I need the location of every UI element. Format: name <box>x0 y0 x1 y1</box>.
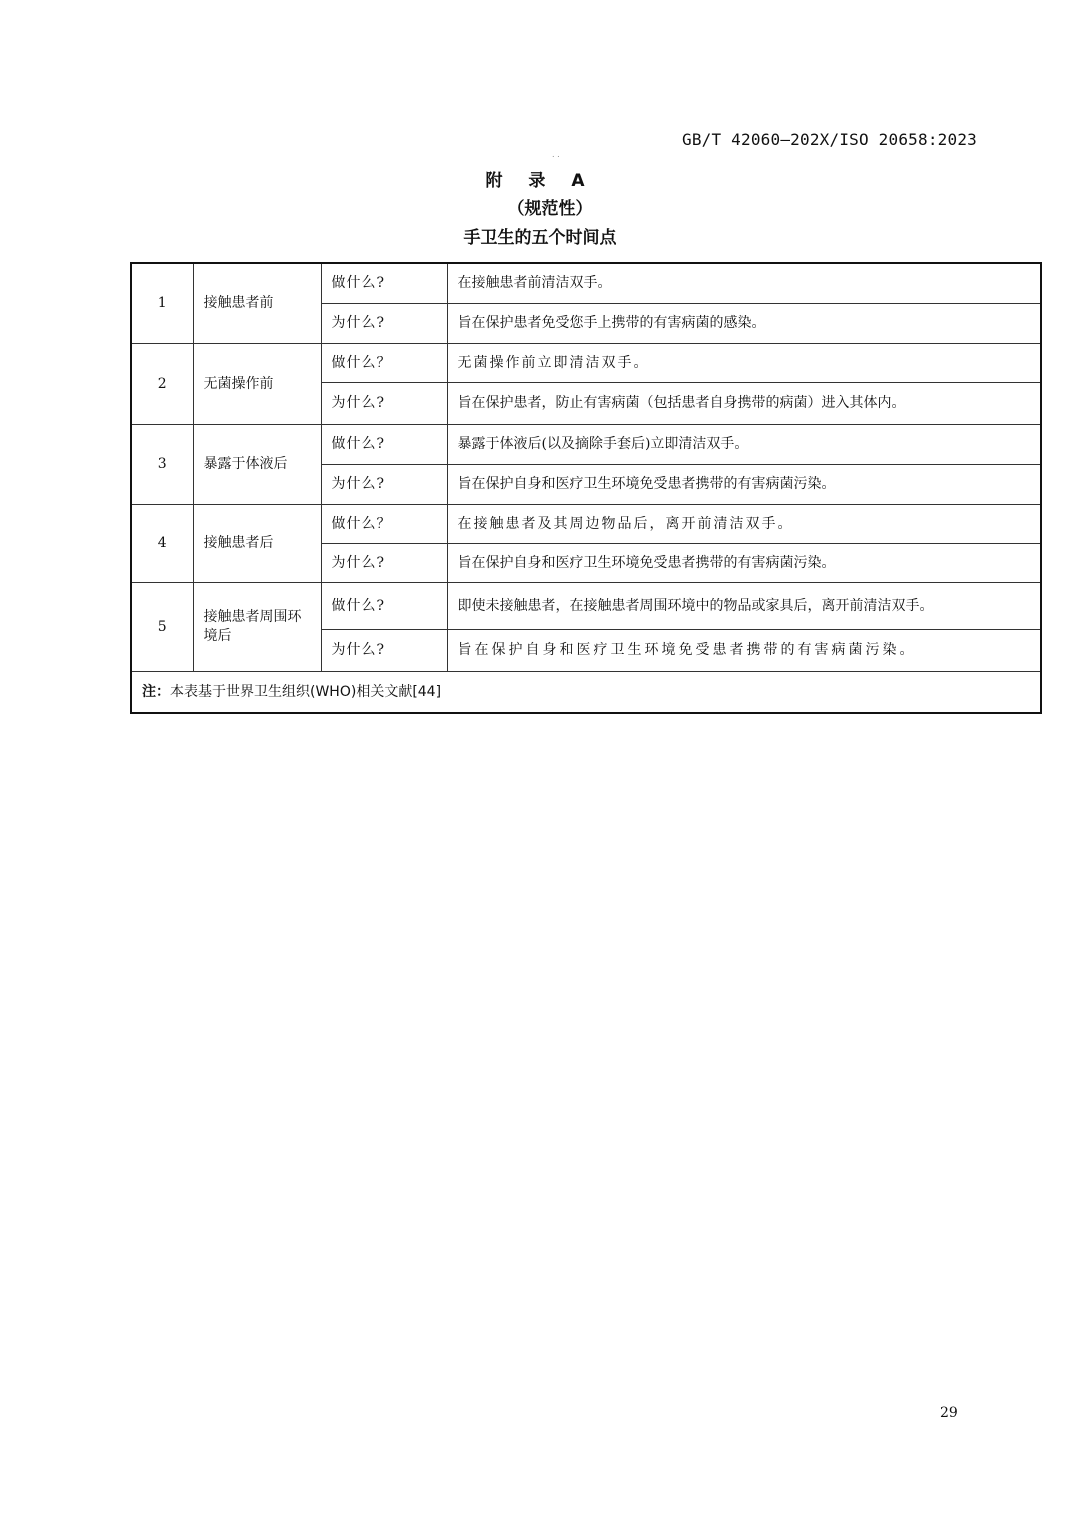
note-row <box>131 672 1041 714</box>
why-text: 旨在保护自身和医疗卫生环境免受患者携带的有害病菌污染。 <box>447 544 1041 583</box>
annex-type: （规范性） <box>507 199 593 219</box>
what-text: 在接触患者及其周边物品后，离开前清洁双手。 <box>447 505 1041 544</box>
why-label: 为什么? <box>321 465 447 505</box>
why-text: 旨在保护自身和医疗卫生环境免受患者携带的有害病菌污染。 <box>447 630 1041 672</box>
what-label: 做什么? <box>321 263 447 304</box>
hand-hygiene-table <box>130 262 1042 714</box>
decorative-dots: . . <box>552 150 560 159</box>
what-text: 无菌操作前立即清洁双手。 <box>447 344 1041 383</box>
row-number: 5 <box>131 583 193 672</box>
table-row <box>131 425 1041 465</box>
standard-code: GB/T 42060—202X/ISO 20658:2023 <box>682 130 977 149</box>
table-row <box>131 505 1041 544</box>
moment-name: 接触患者后 <box>193 505 321 583</box>
moment-name: 无菌操作前 <box>193 344 321 425</box>
what-text: 即使未接触患者，在接触患者周围环境中的物品或家具后，离开前清洁双手。 <box>447 583 1041 630</box>
note-label: 注： <box>142 683 170 700</box>
table-row <box>131 583 1041 630</box>
moment-name: 接触患者前 <box>193 263 321 344</box>
why-text: 旨在保护患者，防止有害病菌（包括患者自身携带的病菌）进入其体内。 <box>447 383 1041 425</box>
note-text: 本表基于世界卫生组织(WHO)相关文献[44] <box>170 683 442 700</box>
moment-name: 暴露于体液后 <box>193 425 321 505</box>
what-text: 在接触患者前清洁双手。 <box>447 263 1041 304</box>
why-label: 为什么? <box>321 544 447 583</box>
why-text: 旨在保护患者免受您手上携带的有害病菌的感染。 <box>447 304 1041 344</box>
what-label: 做什么？ <box>321 344 447 383</box>
row-number: 1 <box>131 263 193 344</box>
why-text: 旨在保护自身和医疗卫生环境免受患者携带的有害病菌污染。 <box>447 465 1041 505</box>
what-label: 做什么? <box>321 583 447 630</box>
what-label: 做什么？ <box>321 505 447 544</box>
page-number: 29 <box>940 1405 958 1421</box>
table-note <box>131 672 1041 714</box>
annex-title: 附 录 A <box>485 171 595 191</box>
table-title: 手卫生的五个时间点 <box>463 228 617 248</box>
table-row <box>131 263 1041 304</box>
table-row <box>131 344 1041 383</box>
row-number: 3 <box>131 425 193 505</box>
moment-name: 接触患者周围环境后 <box>193 583 321 672</box>
row-number: 2 <box>131 344 193 425</box>
row-number: 4 <box>131 505 193 583</box>
what-label: 做什么? <box>321 425 447 465</box>
why-label: 为什么? <box>321 304 447 344</box>
why-label: 为什么? <box>321 630 447 672</box>
why-label: 为什么? <box>321 383 447 425</box>
what-text: 暴露于体液后(以及摘除手套后)立即清洁双手。 <box>447 425 1041 465</box>
